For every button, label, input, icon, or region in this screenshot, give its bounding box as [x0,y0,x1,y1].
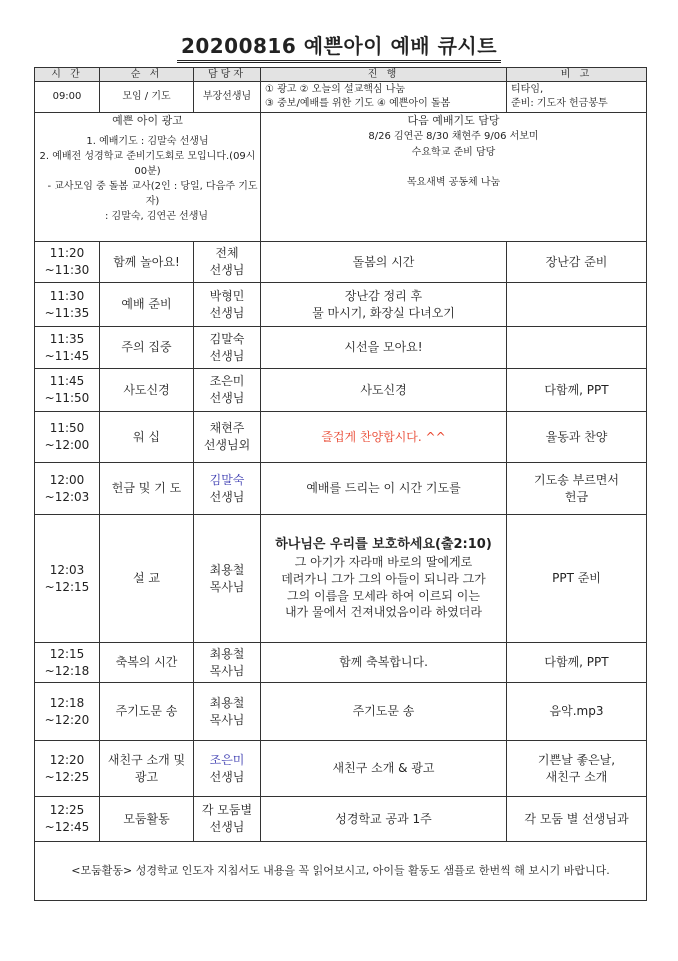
order-cell: 예배 준비 [100,283,194,327]
program-cell: 성경학교 공과 1주 [261,797,507,842]
order-cell: 주의 집중 [100,327,194,369]
footer-note: <모둠활동> 성경학교 인도자 지침서도 내용을 꼭 읽어보시고, 아이들 활동도 샘플로 한번씩 해 보시기 바랍니다. [35,842,647,901]
table-row [35,741,647,797]
note-cell: 다함께, PPT [507,643,647,683]
order-cell: 축복의 시간 [100,643,194,683]
header-note: 비 고 [507,68,647,82]
time-cell: 12:15 ~12:18 [35,643,100,683]
note-cell: 기쁜날 좋은날, 새친구 소개 [507,741,647,797]
program-cell: 예배를 드리는 이 시간 기도를 [261,463,507,515]
table-row [35,412,647,463]
note-cell: 다함께, PPT [507,369,647,412]
order-cell: 모둠활동 [100,797,194,842]
person-cell: 최용철 목사님 [194,683,261,741]
footer-row [35,842,647,901]
table-row [35,683,647,741]
person-cell: 각 모둠별 선생님 [194,797,261,842]
program-cell: 함께 축복합니다. [261,643,507,683]
note-cell: PPT 준비 [507,515,647,643]
person-cell: 채현주 선생님외 [194,412,261,463]
header-order: 순 서 [100,68,194,82]
table-row [35,515,647,643]
program-rows [35,242,647,842]
program-cell: 즐겁게 찬양합시다. ^^ [261,412,507,463]
person-cell: 김말숙 선생님 [194,463,261,515]
announcement-row [35,113,647,242]
table-row [35,283,647,327]
time-cell: 12:00 ~12:03 [35,463,100,515]
header-person: 담당자 [194,68,261,82]
program-cell: 주기도문 송 [261,683,507,741]
program-cell: 사도신경 [261,369,507,412]
order-cell: 주기도문 송 [100,683,194,741]
table-row [35,327,647,369]
note-cell: 티타임, 준비: 기도자 헌금봉투 [507,82,647,113]
time-cell: 12:03 ~12:15 [35,515,100,643]
table-row [35,463,647,515]
program-cell: 시선을 모아요! [261,327,507,369]
program-cell: ① 광고 ② 오늘의 설교핵심 나눔 ③ 중보/예배를 위한 기도 ④ 예쁜아이 돌봄 [261,82,507,113]
table-row [35,369,647,412]
person-cell: 박형민 선생님 [194,283,261,327]
table-row [35,643,647,683]
note-cell: 기도송 부르면서 헌금 [507,463,647,515]
header-program: 진 행 [261,68,507,82]
person-cell: 최용철 목사님 [194,643,261,683]
table-row [35,242,647,283]
order-cell: 함께 놀아요! [100,242,194,283]
person-cell: 전체 선생님 [194,242,261,283]
note-cell: 음악.mp3 [507,683,647,741]
order-cell: 새친구 소개 및 광고 [100,741,194,797]
announcement-heading: 예쁜 아이 광고 [112,114,183,127]
time-cell: 09:00 [35,82,100,113]
note-cell [507,283,647,327]
person-cell: 조은미 선생님 [194,741,261,797]
person-cell: 조은미 선생님 [194,369,261,412]
note-cell: 각 모둠 별 선생님과 [507,797,647,842]
order-cell: 설 교 [100,515,194,643]
document-title: 20200816 예쁜아이 예배 큐시트 [0,30,678,63]
order-cell: 사도신경 [100,369,194,412]
order-cell: 워 십 [100,412,194,463]
order-cell: 헌금 및 기 도 [100,463,194,515]
person-cell: 김말숙 선생님 [194,327,261,369]
program-cell: 하나님은 우리를 보호하세요(출2:10) 그 아기가 자라매 바로의 딸에게로 데려가니 그가 그의 아들이 되니라 그가 그의 이름을 모세라 하여 이르되 이는 내가 물에서 건져내었음이라 하였더라 [261,515,507,643]
time-cell: 11:50 ~12:00 [35,412,100,463]
order-cell: 모임 / 기도 [100,82,194,113]
announcement-left: 예쁜 아이 광고 1. 예배기도 : 김말숙 선생님 2. 예배전 성경학교 준비기도회로 모입니다.(09시 00분) - 교사모임 중 돌봄 교사(2인 : 당일, 다음주 기도자) : 김말숙, 김연곤 선생님 [35,113,261,242]
program-cell: 새친구 소개 & 광고 [261,741,507,797]
time-cell: 11:30 ~11:35 [35,283,100,327]
table-row [35,82,647,113]
time-cell: 11:45 ~11:50 [35,369,100,412]
person-cell: 부장선생님 [194,82,261,113]
cue-sheet-table [34,67,647,901]
time-cell: 12:25 ~12:45 [35,797,100,842]
note-cell: 율동과 찬양 [507,412,647,463]
table-row [35,797,647,842]
header-row [35,68,647,82]
note-cell [507,327,647,369]
note-cell: 장난감 준비 [507,242,647,283]
program-cell: 장난감 정리 후 물 마시기, 화장실 다녀오기 [261,283,507,327]
time-cell: 12:18 ~12:20 [35,683,100,741]
time-cell: 11:20 ~11:30 [35,242,100,283]
header-time: 시 간 [35,68,100,82]
person-cell: 최용철 목사님 [194,515,261,643]
time-cell: 12:20 ~12:25 [35,741,100,797]
announcement-right: 다음 예배기도 담당 8/26 김연곤 8/30 채현주 9/06 서보미 수요학교 준비 담당 목요새벽 공동체 나눔 [261,113,647,242]
time-cell: 11:35 ~11:45 [35,327,100,369]
program-cell: 돌봄의 시간 [261,242,507,283]
